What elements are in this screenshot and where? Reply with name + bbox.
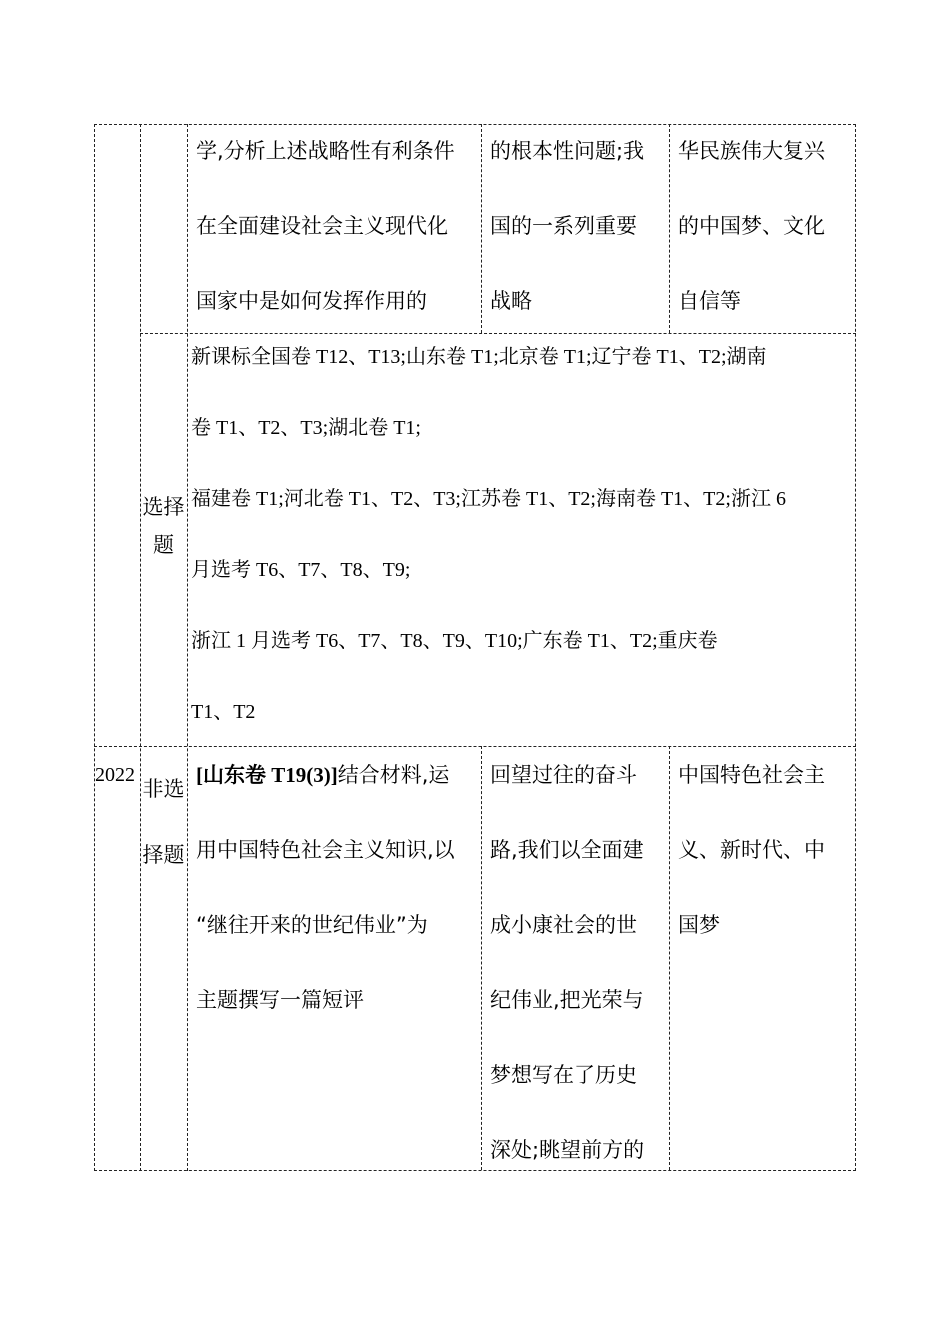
row3-keyword-line: 义、新时代、中 xyxy=(678,838,825,862)
col-divider-4-row3 xyxy=(669,746,670,1170)
exam-list-line: 新课标全国卷 T12、T13;山东卷 T1;北京卷 T1;辽宁卷 T1、T2;湖南 xyxy=(191,346,767,368)
row3-year-cell xyxy=(95,738,140,813)
exam-list-line: 浙江 1 月选考 T6、T7、T8、T9、T10;广东卷 T1、T2;重庆卷 xyxy=(191,630,718,652)
row2-content-cell xyxy=(191,322,853,748)
col-divider-4-row1 xyxy=(669,124,670,333)
row3-keyword-line: 中国特色社会主 xyxy=(678,763,825,787)
type-label-line: 非选 xyxy=(142,777,185,801)
row1-question-cell xyxy=(196,114,476,339)
row3-answer-line: 回望过往的奋斗 xyxy=(490,763,637,787)
row3-answer-line: 成小康社会的世 xyxy=(490,913,637,937)
row3-question-line: 主题撰写一篇短评 xyxy=(196,988,364,1012)
row3-keyword-line: 国梦 xyxy=(678,913,720,937)
exam-list-line: 月选考 T6、T7、T8、T9; xyxy=(191,559,411,581)
exam-list-line: T1、T2 xyxy=(191,701,256,723)
table-border-left xyxy=(94,124,95,1171)
row3-keyword-cell xyxy=(678,738,850,963)
row1-question-line: 学,分析上述战略性有利条件 xyxy=(196,139,455,163)
exam-list-line: 福建卷 T1;河北卷 T1、T2、T3;江苏卷 T1、T2;海南卷 T1、T2;浙江 6 xyxy=(191,488,786,510)
row3-question-line: 用中国特色社会主义知识,以 xyxy=(196,838,455,862)
row3-question-line xyxy=(196,738,478,813)
row1-answer-line: 国的一系列重要 xyxy=(490,214,637,238)
row3-type-cell xyxy=(140,756,187,888)
table-border-right xyxy=(855,124,856,1171)
row3-question-line: “继往开来的世纪伟业”为 xyxy=(196,913,428,937)
col-divider-3-row1 xyxy=(481,124,482,333)
exam-list-line: 卷 T1、T2、T3;湖北卷 T1; xyxy=(191,417,421,439)
table-border-bottom xyxy=(94,1170,856,1171)
row3-question-cell xyxy=(196,738,478,1038)
row1-keyword-line: 自信等 xyxy=(678,289,741,313)
col-divider-3-row3 xyxy=(481,746,482,1170)
row3-answer-line: 路,我们以全面建 xyxy=(490,838,644,862)
type-label-line: 择题 xyxy=(142,843,185,867)
row1-answer-cell xyxy=(490,114,665,339)
source-tag: [山东卷 T19(3)] xyxy=(196,763,338,787)
question-text: 结合材料,运 xyxy=(337,763,450,787)
col-divider-2 xyxy=(187,124,188,1171)
row1-keyword-line: 华民族伟大复兴 xyxy=(678,139,825,163)
row3-answer-line: 深处;眺望前方的 xyxy=(490,1138,645,1162)
row1-keyword-cell xyxy=(678,114,850,339)
type-label-line: 选择 xyxy=(142,495,185,519)
row3-answer-cell xyxy=(490,738,665,1188)
row3-answer-line: 梦想写在了历史 xyxy=(490,1063,637,1087)
row1-question-line: 国家中是如何发挥作用的 xyxy=(196,289,427,313)
row2-type-cell xyxy=(140,488,187,564)
row1-keyword-line: 的中国梦、文化 xyxy=(678,214,825,238)
row1-question-line: 在全面建设社会主义现代化 xyxy=(196,214,448,238)
exam-table xyxy=(94,124,856,1171)
row3-answer-line: 纪伟业,把光荣与 xyxy=(490,988,644,1012)
col-divider-1 xyxy=(140,124,141,1171)
year-label: 2022 xyxy=(95,764,135,786)
row1-answer-line: 战略 xyxy=(490,289,532,313)
type-label-line: 题 xyxy=(153,533,174,557)
row1-answer-line: 的根本性问题;我 xyxy=(490,139,645,163)
